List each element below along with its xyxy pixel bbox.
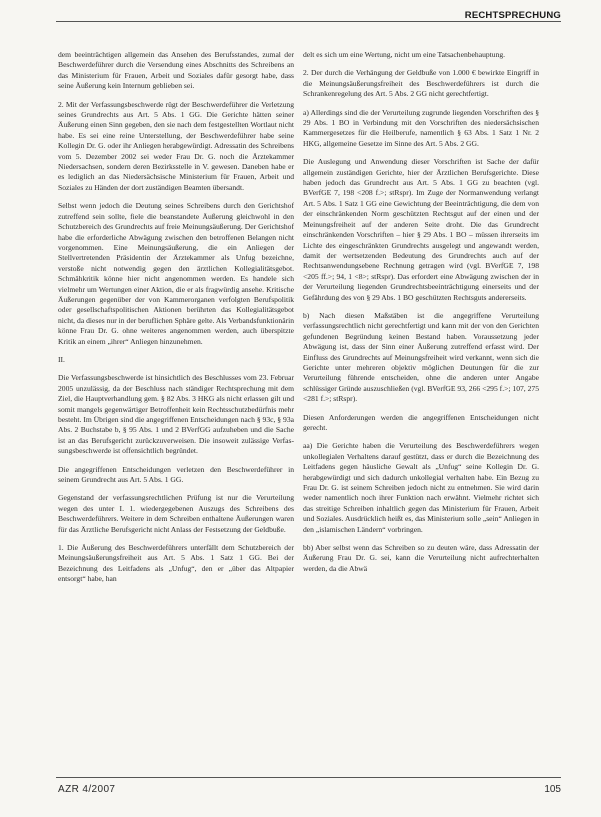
right-column xyxy=(303,50,539,582)
page-number: 105 xyxy=(544,784,561,795)
left-column xyxy=(58,50,294,593)
section-heading: II. xyxy=(58,354,65,364)
section-label: RECHTSPRECHUNG xyxy=(464,10,561,21)
paragraph: 1. Die Äußerung des Beschwerdeführers unterfällt dem Schutzbereich der Meinungsäußerungsfreiheit aus Art. 5 Abs. 1 Satz 1 GG. Bei der Bezeichnung des Leitfadens als „Unfug“, den er „über das Altpapier entsorgt“ habe, han xyxy=(58,543,294,584)
paragraph: a) Allerdings sind die der Verurteilung zugrunde liegenden Vorschriften des § 29 Abs. 1 BO in Verbindung mit den Vorschriften des niedersächsischen Kammergesetzes für die Heilberufe, namentlich § 63 Abs. 1 Satz 1 Nr. 2 HKG, allgemeine Gesetze im Sinne des Art. 5 Abs. 2 GG. xyxy=(303,107,539,148)
paragraph: 2. Mit der Verfassungsbeschwerde rügt der Beschwerdeführer die Verletzung seines Grundrechts aus Art. 5 Abs. 1 GG. Die Gerichte hätten seiner Äußerung einen Sinn gegeben, den sie nach dem festgestellten Wortlaut nicht habe. Es sei eine reine Unterstellung, der Beschwerdeführer habe seine Kollegin Dr. G. oder ihr Anliegen herabgewürdigt. Adressatin des Schreibens vom 5. Dezember 2002 sei weder Frau Dr. G. noch die Ärztekammer Niedersachsen, sondern deren Bezirksstelle in V. gewesen. Daneben habe er es lediglich an das Niedersächsische Ministerium für Frauen, Arbeit und Soziales zu Händen der dort zuständigen Beamten übersandt. xyxy=(58,99,294,192)
paragraph: delt es sich um eine Wertung, nicht um eine Tatsachenbehauptung. xyxy=(303,50,506,59)
header-rule xyxy=(56,21,561,22)
paragraph: b) Nach diesen Maßstäben ist die angegriffene Verurteilung verfassungsrechtlich nicht gerechtfertigt und kann mit der von den Gerichten gefundenen Begründung keinen Bestand haben. Voraussetzung jeder Abwägung ist, dass der Sinn einer Äußerung zutreffend erfasst wird. Der Einfluss des Grundrechts auf Meinungsfreiheit wird verkannt, wenn sich die Gerichte unter mehreren objektiv möglichen Deutungen für die zur Verurteilung führende entscheiden, ohne die anderen unter Angabe schlüssiger Gründe auszuschließen (vgl. BVerfGE 93, 266 <295 f.>; 107, 275 <281 f.>; stRspr). xyxy=(303,310,539,404)
paragraph: Die Auslegung und Anwendung dieser Vorschriften ist Sache der dafür allgemein zuständigen Gerichte, hier der Ärztlichen Berufsgerichte. Diese haben jedoch das Grundrecht aus Art. 5 Abs. 1 GG zu beachten (vgl. BVerfGE 7, 198 <208 f.>; stRspr). Im Zuge der Normanwendung verlangt Art. 5 Abs. 1 Satz 1 GG eine Gewichtung der Beeinträchtigung, die dem von der einschränkenden Norm geschützten Rechtsgut auf der einen und der Meinungsfreiheit auf der anderen Seite droht. Die das Grundrecht einschränkenden Vorschriften – hier § 29 Abs. 1 BO – müssen ihrerseits im Lichte des eingeschränkten Grundrechts ausgelegt und angewandt werden, damit der wertsetzenden Bedeutung des Grundrechts auch auf der Rechtsanwendungsebene Rechnung getragen wird (vgl. BVerfGE 7, 198 <205 ff.>; 94, 1 <8>; stRspr). Das erfordert eine Abwägung zwischen der in der Verurteilung liegenden Grundrechtsbeeinträchtigung einerseits und der Gefährdung des von § 29 Abs. 1 BO geschützten Rechtsguts andererseits. xyxy=(303,157,539,302)
paragraph: Die Verfassungsbeschwerde ist hinsichtlich des Beschlusses vom 23. Februar 2005 unzulässig, da der Beschluss nach ständiger Rechtsprechung mit dem Ziel, die Hauptverhandlung gem. § 82 Abs. 3 HKG als nicht erlassen gilt und somit mangels gegenwärtiger Betroffenheit kein Rechtsschutzbedürfnis mehr besteht. Im Übrigen sind die angegriffenen Entscheidungen nach § 93c, § 93a Abs. 2 Buchstabe b, § 95 Abs. 1 und 2 BVerfGG aufzuheben und die Sache ist an das Berufsgericht zurückzuverweisen. Die insoweit zulässige Verfassungsbeschwerde ist offensichtlich begründet. xyxy=(58,373,294,456)
paragraph: Selbst wenn jedoch die Deutung seines Schreibens durch den Gerichtshof zutreffend sein sollte, fiele die beanstandete Äußerung gleichwohl in den Schutzbereich des Grundrechts auf freie Meinungsäußerung. Der Gerichtshof habe die erforderliche Abwägung zwischen den betroffenen Belangen nicht vorgenommen. Eine Meinungsäußerung, die ein Anliegen der Stellvertretenden Präsidentin der Ärztekammer als Unfug bezeichne, verstoße nicht notwendig gegen den ärztlichen Kollegialitätsgebot. Schmähkritik könne hier nicht angenommen werden. Es handele sich vielmehr um Wertungen einer Aktion, die er als fragwürdig ansehe. Kritische Äußerungen gegenüber der von Kammerorganen verfolgten Berufspolitik oder gesellschaftspolitischen Aktionen berührten das Kollegialitätsgebot nicht, da dieses nur in der beruflichen Sphäre gelte. Als Verbandsfunktionärin könne Frau Dr. G. ohne weiteres angenommen werden, auch überspitzte Kritik an einem „ihrer“ Anliegen hinzunehmen. xyxy=(58,201,294,346)
journal-reference: AZR 4/2007 xyxy=(58,784,116,795)
paragraph: aa) Die Gerichte haben die Verurteilung des Beschwerdeführers wegen unkollegialen Verhaltens darauf gestützt, dass er durch die Bezeichnung des Leitfadens gegen häusliche Gewalt als „Unfug“ seine Kollegin Dr. G. herabgewürdigt und sich dadurch unkollegial verhalten habe. Ein Bezug zu Frau Dr. G. ist seinem Schreiben jedoch nicht zu entnehmen. Sie wird darin weder namentlich noch ihrer Funktion nach erwähnt. Vielmehr richtet sich das streitige Schreiben inhaltlich gegen das Ministerium für Frauen, Arbeit und Soziales. Ausdrücklich heißt es, das Ministerium solle „sein“ Anliegen in den „islamischen Ländern“ vorbringen. xyxy=(303,441,539,534)
footer-rule xyxy=(56,777,561,778)
paragraph: Die angegriffenen Entscheidungen verletzen den Beschwerdeführer in seinem Grundrecht aus Art. 5 Abs. 1 GG. xyxy=(58,464,294,485)
paragraph: bb) Aber selbst wenn das Schreiben so zu deuten wäre, dass Adressatin der Äußerung Frau Dr. G. sei, kann die Verurteilung nicht aufrechterhalten werden, da die Abwä xyxy=(303,543,539,573)
paragraph: Diesen Anforderungen werden die angegriffenen Entscheidungen nicht gerecht. xyxy=(303,412,539,432)
paragraph: 2. Der durch die Verhängung der Geldbuße von 1.000 € bewirkte Eingriff in die Meinungsäußerungsfreiheit des Beschwerdeführers ist durch die Schrankenregelung des Art. 5 Abs. 2 GG nicht gerechtfertigt. xyxy=(303,68,539,99)
paragraph: Gegenstand der verfassungsrechtlichen Prüfung ist nur die Verurteilung wegen des unter I. 1. wiedergegebenen Auszugs des Schreibens des Beschwerdeführers. Weitere in dem Schreiben enthaltene Äußerungen waren für das Ärztliche Berufsgericht nicht Anlass der Festsetzung der Geldbuße. xyxy=(58,493,294,534)
paragraph: dem beeinträchtigen allgemein das Ansehen des Berufsstandes, zumal der Beschwerdeführer durch die Versendung eines Abschnitts des Schreibens an das Ministerium für Frauen, Arbeit und Soziales dafür gesorgt habe, dass seine Äußerung kein Internum geblieben sei. xyxy=(58,50,294,91)
